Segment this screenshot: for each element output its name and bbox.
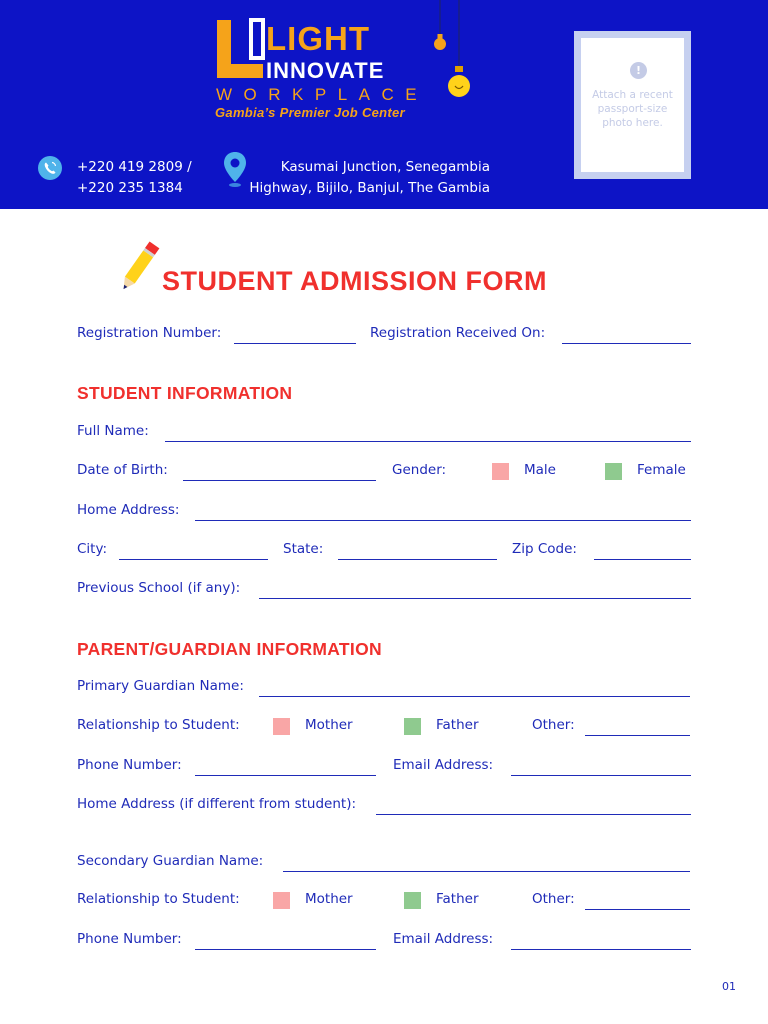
secondary-mother-label: Mother [305, 891, 353, 907]
secondary-other-label: Other: [532, 891, 575, 907]
female-checkbox[interactable] [605, 463, 622, 480]
secondary-mother-checkbox[interactable] [273, 892, 290, 909]
primary-phone-label: Phone Number: [77, 757, 182, 773]
zip-label: Zip Code: [512, 541, 577, 557]
previous-school-field[interactable] [259, 598, 691, 599]
primary-email-label: Email Address: [393, 757, 494, 773]
primary-phone-field[interactable] [195, 775, 376, 776]
zip-field[interactable] [594, 559, 691, 560]
phone-numbers: +220 419 2809 / +220 235 1384 [77, 159, 192, 196]
guardian-home-address-field[interactable] [376, 814, 691, 815]
state-field[interactable] [338, 559, 497, 560]
dob-label: Date of Birth: [77, 462, 168, 478]
home-address-field[interactable] [195, 520, 691, 521]
primary-relationship-label: Relationship to Student: [77, 717, 240, 733]
secondary-other-field[interactable] [585, 909, 690, 910]
previous-school-label: Previous School (if any): [77, 580, 241, 596]
guardian-home-address-label: Home Address (if different from student): [77, 796, 357, 812]
secondary-guardian-field[interactable] [283, 871, 690, 872]
passport-photo-box[interactable] [574, 31, 691, 179]
hanging-bulb-large-icon [446, 0, 472, 110]
registration-number-label: Registration Number: [77, 325, 222, 341]
male-checkbox[interactable] [492, 463, 509, 480]
primary-email-field[interactable] [511, 775, 691, 776]
page-number: 01 [722, 980, 736, 993]
state-label: State: [283, 541, 324, 557]
gender-label: Gender: [392, 462, 447, 478]
primary-father-checkbox[interactable] [404, 718, 421, 735]
primary-other-label: Other: [532, 717, 575, 733]
form-title: STUDENT ADMISSION FORM [162, 266, 547, 296]
info-icon: ! [630, 62, 647, 79]
student-section-title: STUDENT INFORMATION [77, 383, 293, 403]
passport-photo-note: Attach a recent passport-size photo here. [592, 89, 673, 129]
city-label: City: [77, 541, 108, 557]
secondary-phone-field[interactable] [195, 949, 376, 950]
primary-mother-checkbox[interactable] [273, 718, 290, 735]
logo-mark-icon [215, 18, 267, 80]
pencil-icon [114, 238, 164, 296]
primary-guardian-field[interactable] [259, 696, 690, 697]
male-label: Male [524, 462, 556, 478]
secondary-phone-label: Phone Number: [77, 931, 182, 947]
full-name-field[interactable] [165, 441, 691, 442]
city-field[interactable] [119, 559, 268, 560]
secondary-email-label: Email Address: [393, 931, 494, 947]
full-name-label: Full Name: [77, 423, 149, 439]
secondary-guardian-label: Secondary Guardian Name: [77, 853, 264, 869]
logo-word-light: LIGHT [266, 20, 370, 57]
passport-photo-area [581, 38, 684, 172]
secondary-father-checkbox[interactable] [404, 892, 421, 909]
secondary-father-label: Father [436, 891, 479, 907]
registration-number-field[interactable] [234, 343, 356, 344]
header-banner [0, 0, 768, 209]
registration-received-label: Registration Received On: [370, 325, 546, 341]
phone-icon [38, 156, 62, 180]
registration-received-field[interactable] [562, 343, 691, 344]
primary-father-label: Father [436, 717, 479, 733]
dob-field[interactable] [183, 480, 376, 481]
primary-other-field[interactable] [585, 735, 690, 736]
logo-word-innovate: INNOVATE [266, 58, 385, 83]
primary-mother-label: Mother [305, 717, 353, 733]
female-label: Female [637, 462, 686, 478]
secondary-relationship-label: Relationship to Student: [77, 891, 240, 907]
primary-guardian-label: Primary Guardian Name: [77, 678, 244, 694]
logo-tagline: Gambia’s Premier Job Center [215, 105, 405, 120]
home-address-label: Home Address: [77, 502, 180, 518]
secondary-email-field[interactable] [511, 949, 691, 950]
logo-word-workplace: WORKPLACE [216, 85, 429, 104]
guardian-section-title: PARENT/GUARDIAN INFORMATION [77, 639, 382, 659]
office-address: Kasumai Junction, Senegambia Highway, Bijilo, Banjul, The Gambia [249, 159, 490, 196]
